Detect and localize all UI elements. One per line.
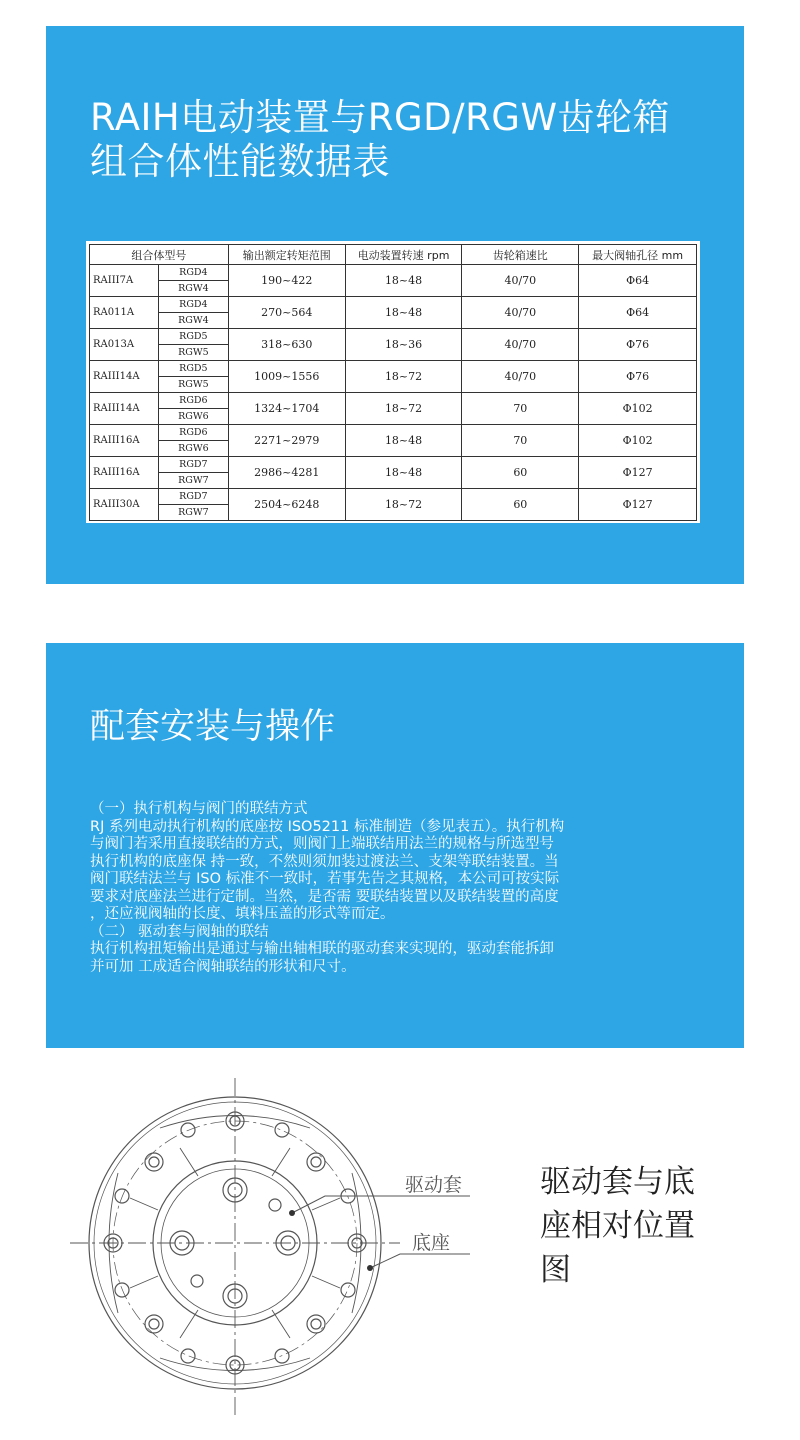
- ratio-cell: 40/70: [462, 361, 579, 393]
- caption-line-3: 图: [540, 1252, 571, 1288]
- torque-cell: 190~422: [228, 265, 345, 297]
- model-cell: RA011A: [90, 297, 159, 329]
- speed-cell: 18~48: [345, 297, 462, 329]
- table-header-row: [90, 245, 697, 265]
- label-base: 底座: [412, 1232, 451, 1254]
- gearbox-rgd-cell: RGD4: [158, 297, 228, 313]
- model-cell: RAIII7A: [90, 265, 159, 297]
- ratio-cell: 60: [462, 457, 579, 489]
- table-row: [90, 297, 697, 313]
- table-body: [90, 265, 697, 521]
- table-row: [90, 393, 697, 409]
- table-row: [90, 489, 697, 505]
- table-row: [90, 361, 697, 377]
- gearbox-rgw-cell: RGW5: [158, 345, 228, 361]
- body-line: ，还应视阀轴的长度、填料压盖的形式等而定。: [90, 906, 395, 922]
- ratio-cell: 70: [462, 393, 579, 425]
- speed-cell: 18~48: [345, 265, 462, 297]
- bore-cell: Φ64: [579, 265, 697, 297]
- header-model: 组合体型号: [90, 245, 229, 265]
- torque-cell: 270~564: [228, 297, 345, 329]
- body-line: 与阀门若采用直接联结的方式，则阀门上端联结用法兰的规格与所选型号: [90, 836, 554, 852]
- body-line: 要求对底座法兰进行定制。当然，是否需 要联结装置以及联结装置的高度: [90, 888, 559, 905]
- header-bore: 最大阀轴孔径 mm: [579, 245, 697, 265]
- header-speed: 电动装置转速 rpm: [345, 245, 462, 265]
- model-cell: RAIII16A: [90, 457, 159, 489]
- body-line: 阀门联结法兰与 ISO 标准不一致时，若事先告之其规格，本公司可按实际: [90, 871, 560, 887]
- performance-data-panel: [46, 26, 744, 584]
- caption-line-2: 座相对位置: [540, 1208, 695, 1244]
- gearbox-rgw-cell: RGW6: [158, 409, 228, 425]
- gearbox-rgw-cell: RGW4: [158, 313, 228, 329]
- gearbox-rgw-cell: RGW7: [158, 473, 228, 489]
- performance-table: [89, 244, 697, 521]
- torque-cell: 2986~4281: [228, 457, 345, 489]
- body-line: 并可加 工成适合阀轴联结的形状和尺寸。: [90, 958, 356, 975]
- model-cell: RA013A: [90, 329, 159, 361]
- drawing-caption: [540, 1160, 740, 1292]
- speed-cell: 18~48: [345, 457, 462, 489]
- gearbox-rgd-cell: RGD5: [158, 361, 228, 377]
- installation-title: 配套安装与操作: [90, 707, 336, 747]
- gearbox-rgw-cell: RGW5: [158, 377, 228, 393]
- torque-cell: 318~630: [228, 329, 345, 361]
- gearbox-rgd-cell: RGD7: [158, 457, 228, 473]
- gearbox-rgd-cell: RGD6: [158, 393, 228, 409]
- speed-cell: 18~72: [345, 489, 462, 521]
- model-cell: RAIII30A: [90, 489, 159, 521]
- base-leader-dot: [367, 1265, 373, 1271]
- bore-cell: Φ102: [579, 393, 697, 425]
- torque-cell: 2271~2979: [228, 425, 345, 457]
- gearbox-rgd-cell: RGD7: [158, 489, 228, 505]
- table-frame: [86, 241, 700, 523]
- gearbox-rgd-cell: RGD5: [158, 329, 228, 345]
- ratio-cell: 40/70: [462, 265, 579, 297]
- title-line-2: 组合体性能数据表: [90, 140, 390, 183]
- torque-cell: 1324~1704: [228, 393, 345, 425]
- table-row: [90, 265, 697, 281]
- section-heading-1: （一）执行机构与阀门的联结方式: [90, 801, 308, 817]
- installation-panel: [46, 643, 744, 1048]
- caption-line-1: 驱动套与底: [540, 1164, 695, 1200]
- model-cell: RAIII14A: [90, 361, 159, 393]
- table-row: [90, 329, 697, 345]
- ratio-cell: 40/70: [462, 329, 579, 361]
- bore-cell: Φ127: [579, 457, 697, 489]
- table-row: [90, 425, 697, 441]
- ratio-cell: 60: [462, 489, 579, 521]
- base-leader-line: [370, 1254, 470, 1268]
- gearbox-rgw-cell: RGW6: [158, 441, 228, 457]
- title-line-1: RAIH电动装置与RGD/RGW齿轮箱: [90, 96, 671, 139]
- section-heading-2: （二） 驱动套与阀轴的联结: [90, 923, 269, 940]
- torque-cell: 2504~6248: [228, 489, 345, 521]
- model-cell: RAIII16A: [90, 425, 159, 457]
- inner-bolt-holes: [170, 1178, 300, 1308]
- boss-circle: [153, 1161, 317, 1325]
- body-line: 执行机构扭矩输出是通过与输出轴相联的驱动套来实现的，驱动套能拆卸: [90, 941, 554, 957]
- speed-cell: 18~72: [345, 393, 462, 425]
- torque-cell: 1009~1556: [228, 361, 345, 393]
- performance-table-title: [90, 96, 730, 184]
- installation-body: [90, 801, 730, 976]
- table-row: [90, 457, 697, 473]
- gearbox-rgw-cell: RGW7: [158, 505, 228, 521]
- sleeve-leader-line: [292, 1196, 470, 1213]
- sleeve-leader-dot: [289, 1210, 295, 1216]
- bore-cell: Φ64: [579, 297, 697, 329]
- ratio-cell: 40/70: [462, 297, 579, 329]
- bore-cell: Φ127: [579, 489, 697, 521]
- label-sleeve: 驱动套: [405, 1174, 463, 1196]
- model-cell: RAIII14A: [90, 393, 159, 425]
- gearbox-rgd-cell: RGD6: [158, 425, 228, 441]
- gearbox-rgw-cell: RGW4: [158, 281, 228, 297]
- bolt-circle: [113, 1121, 357, 1365]
- header-torque: 输出额定转矩范围: [228, 245, 345, 265]
- bore-cell: Φ102: [579, 425, 697, 457]
- base-drawing: [70, 1078, 490, 1438]
- gearbox-rgd-cell: RGD4: [158, 265, 228, 281]
- speed-cell: 18~36: [345, 329, 462, 361]
- speed-cell: 18~72: [345, 361, 462, 393]
- bore-cell: Φ76: [579, 329, 697, 361]
- body-line: RJ 系列电动执行机构的底座按 ISO5211 标准制造（参见表五）。执行机构: [90, 818, 565, 835]
- bore-cell: Φ76: [579, 361, 697, 393]
- speed-cell: 18~48: [345, 425, 462, 457]
- ratio-cell: 70: [462, 425, 579, 457]
- header-ratio: 齿轮箱速比: [462, 245, 579, 265]
- body-line: 执行机构的底座保 持一致，不然则须加装过渡法兰、支架等联结装置。当: [90, 853, 559, 870]
